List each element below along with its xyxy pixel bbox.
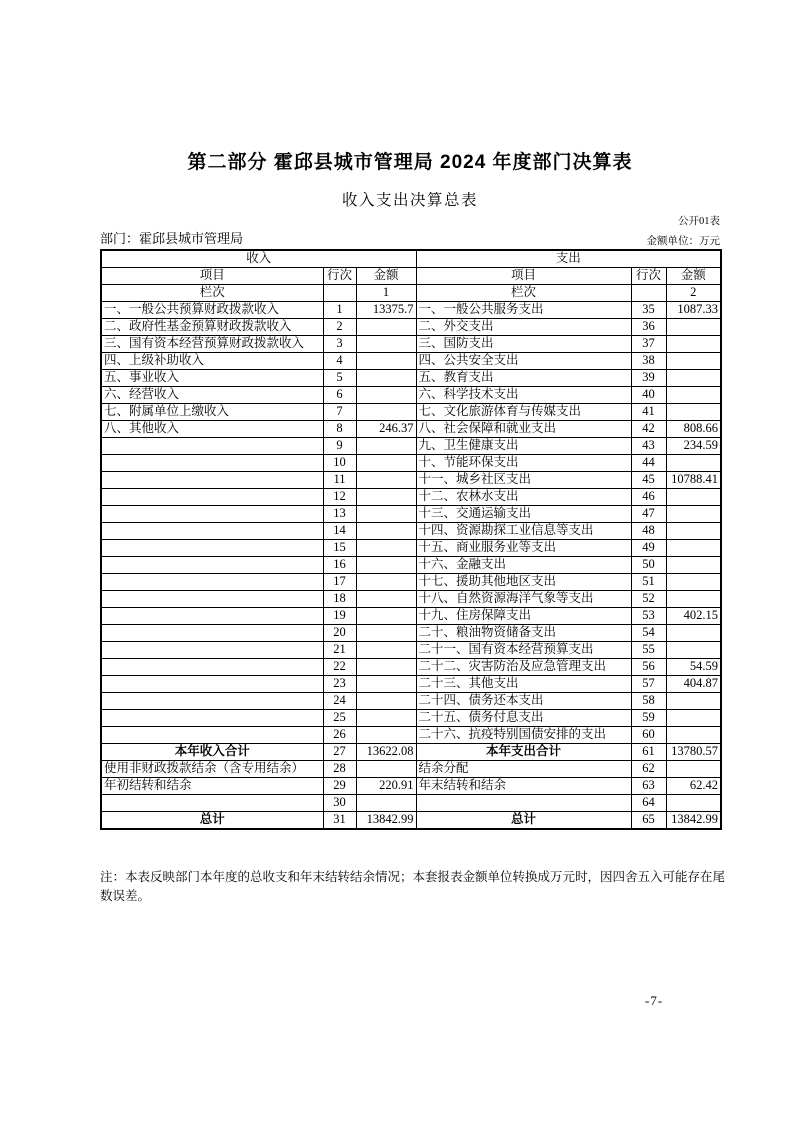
cell-e-amt: 808.66 — [666, 421, 721, 438]
table-row — [101, 370, 721, 387]
cell-i-item: 二、政府性基金预算财政拨款收入 — [101, 319, 323, 336]
cell-e-row: 60 — [631, 727, 666, 744]
cell-i-item — [101, 727, 323, 744]
cell-i-item — [101, 693, 323, 710]
cell-e-row: 57 — [631, 676, 666, 693]
cell-e-item: 七、文化旅游体育与传媒支出 — [416, 404, 631, 421]
table-row — [101, 421, 721, 438]
cell-i-item — [101, 574, 323, 591]
table-row — [101, 727, 721, 744]
cell-i-amt — [356, 370, 416, 387]
cell-e-row: 49 — [631, 540, 666, 557]
table-row — [101, 778, 721, 795]
cell-i-amt — [356, 336, 416, 353]
cell-e-row: 62 — [631, 761, 666, 778]
page-title: 第二部分 霍邱县城市管理局 2024 年度部门决算表 — [187, 152, 633, 173]
cell-e-item: 六、科学技术支出 — [416, 387, 631, 404]
page-subtitle: 收入支出决算总表 — [341, 192, 478, 209]
cell-e-row: 35 — [631, 302, 666, 319]
cell-i-row: 27 — [323, 744, 356, 761]
table-row — [101, 676, 721, 693]
cell-e-amt — [666, 727, 721, 744]
table-header — [101, 250, 721, 302]
cell-e-item: 一、一般公共服务支出 — [416, 302, 631, 319]
cell-i-amt: 13842.99 — [356, 812, 416, 830]
cell-i-item — [101, 557, 323, 574]
cell-i-amt — [356, 353, 416, 370]
cell-i-amt — [356, 761, 416, 778]
table-row — [101, 591, 721, 608]
cell-i-item — [101, 659, 323, 676]
cell-e-row: 54 — [631, 625, 666, 642]
cell-e-item: 二十二、灾害防治及应急管理支出 — [416, 659, 631, 676]
table-row — [101, 438, 721, 455]
cell-e-amt — [666, 625, 721, 642]
table-total-row — [101, 744, 721, 761]
cell-i-amt — [356, 591, 416, 608]
cell-i-row: 5 — [323, 370, 356, 387]
cell-e-amt: 10788.41 — [666, 472, 721, 489]
cell-e-row: 59 — [631, 710, 666, 727]
cell-e-row: 42 — [631, 421, 666, 438]
cell-e-amt — [666, 642, 721, 659]
cell-i-row: 22 — [323, 659, 356, 676]
cell-e-amt: 62.42 — [666, 778, 721, 795]
cell-i-amt — [356, 693, 416, 710]
cell-i-row: 26 — [323, 727, 356, 744]
cell-i-amt — [356, 574, 416, 591]
expense-column-index: 2 — [666, 285, 721, 302]
table-row — [101, 557, 721, 574]
cell-i-row: 10 — [323, 455, 356, 472]
cell-e-row: 41 — [631, 404, 666, 421]
cell-i-item — [101, 625, 323, 642]
cell-i-item: 五、事业收入 — [101, 370, 323, 387]
cell-e-row: 58 — [631, 693, 666, 710]
section-header-row — [101, 250, 721, 268]
cell-i-row: 11 — [323, 472, 356, 489]
table-row — [101, 625, 721, 642]
cell-e-row: 63 — [631, 778, 666, 795]
cell-e-amt — [666, 795, 721, 812]
expense-column-index-label: 栏次 — [416, 285, 631, 302]
cell-e-item: 二十三、其他支出 — [416, 676, 631, 693]
income-section-header: 收入 — [101, 250, 416, 268]
cell-i-item: 年初结转和结余 — [101, 778, 323, 795]
cell-e-item: 十六、金融支出 — [416, 557, 631, 574]
cell-i-item: 六、经营收入 — [101, 387, 323, 404]
table-row — [101, 319, 721, 336]
cell-e-amt: 402.15 — [666, 608, 721, 625]
expense-rownum-column-header: 行次 — [631, 268, 666, 285]
cell-e-amt — [666, 455, 721, 472]
cell-e-item: 八、社会保障和就业支出 — [416, 421, 631, 438]
table-row — [101, 472, 721, 489]
cell-i-row: 31 — [323, 812, 356, 830]
cell-i-item: 三、国有资本经营预算财政拨款收入 — [101, 336, 323, 353]
cell-e-row: 48 — [631, 523, 666, 540]
cell-e-item — [416, 795, 631, 812]
cell-e-row: 50 — [631, 557, 666, 574]
cell-e-item: 十二、农林水支出 — [416, 489, 631, 506]
cell-e-amt — [666, 387, 721, 404]
cell-e-amt: 404.87 — [666, 676, 721, 693]
cell-i-item — [101, 540, 323, 557]
cell-e-item: 十三、交通运输支出 — [416, 506, 631, 523]
cell-e-item: 二十六、抗疫特别国债安排的支出 — [416, 727, 631, 744]
cell-e-row: 52 — [631, 591, 666, 608]
cell-i-amt — [356, 608, 416, 625]
table-row — [101, 455, 721, 472]
cell-i-amt — [356, 540, 416, 557]
cell-e-item: 总计 — [416, 812, 631, 830]
cell-i-item — [101, 710, 323, 727]
cell-i-item: 四、上级补助收入 — [101, 353, 323, 370]
cell-i-item — [101, 676, 323, 693]
table-row — [101, 608, 721, 625]
table-row — [101, 642, 721, 659]
cell-e-amt — [666, 506, 721, 523]
cell-i-item — [101, 795, 323, 812]
cell-i-row: 20 — [323, 625, 356, 642]
cell-e-item: 二十一、国有资本经营预算支出 — [416, 642, 631, 659]
cell-e-row: 53 — [631, 608, 666, 625]
cell-e-item: 四、公共安全支出 — [416, 353, 631, 370]
income-rownum-column-header: 行次 — [323, 268, 356, 285]
cell-e-item: 十、节能环保支出 — [416, 455, 631, 472]
table-row — [101, 710, 721, 727]
cell-e-row: 38 — [631, 353, 666, 370]
cell-i-amt — [356, 642, 416, 659]
table-row — [101, 659, 721, 676]
cell-i-item — [101, 608, 323, 625]
cell-i-item: 使用非财政拨款结余（含专用结余） — [101, 761, 323, 778]
cell-i-row: 16 — [323, 557, 356, 574]
income-item-column-header: 项目 — [101, 268, 323, 285]
cell-i-row: 2 — [323, 319, 356, 336]
cell-e-amt — [666, 574, 721, 591]
cell-i-row: 29 — [323, 778, 356, 795]
income-expense-summary-table — [100, 249, 722, 830]
cell-e-row: 65 — [631, 812, 666, 830]
cell-i-row: 3 — [323, 336, 356, 353]
column-index-row — [101, 285, 721, 302]
cell-e-row: 64 — [631, 795, 666, 812]
cell-i-amt — [356, 727, 416, 744]
cell-i-item — [101, 642, 323, 659]
cell-i-amt: 13622.08 — [356, 744, 416, 761]
income-column-index-label: 栏次 — [101, 285, 323, 302]
cell-e-row: 44 — [631, 455, 666, 472]
cell-i-item: 一、一般公共预算财政拨款收入 — [101, 302, 323, 319]
expense-section-header: 支出 — [416, 250, 721, 268]
cell-i-item — [101, 506, 323, 523]
cell-e-item: 十五、商业服务业等支出 — [416, 540, 631, 557]
cell-e-amt: 1087.33 — [666, 302, 721, 319]
table-row — [101, 761, 721, 778]
cell-i-item — [101, 489, 323, 506]
table-note: 注：本表反映部门本年度的总收支和年末结转结余情况；本套报表金额单位转换成万元时，因四舍五入可能存在尾数误差。 — [100, 870, 726, 903]
column-header-row — [101, 268, 721, 285]
cell-e-amt — [666, 523, 721, 540]
cell-i-row: 1 — [323, 302, 356, 319]
cell-i-row: 9 — [323, 438, 356, 455]
expense-amount-column-header: 金额 — [666, 268, 721, 285]
cell-i-row: 6 — [323, 387, 356, 404]
table-row — [101, 506, 721, 523]
table-row — [101, 404, 721, 421]
cell-e-row: 61 — [631, 744, 666, 761]
cell-e-item: 二、外交支出 — [416, 319, 631, 336]
cell-i-row: 8 — [323, 421, 356, 438]
table-row — [101, 489, 721, 506]
cell-e-item: 九、卫生健康支出 — [416, 438, 631, 455]
cell-i-amt — [356, 523, 416, 540]
cell-e-item: 十七、援助其他地区支出 — [416, 574, 631, 591]
cell-e-item: 二十、粮油物资储备支出 — [416, 625, 631, 642]
cell-i-amt — [356, 710, 416, 727]
cell-i-row: 7 — [323, 404, 356, 421]
cell-e-row: 51 — [631, 574, 666, 591]
table-row — [101, 336, 721, 353]
cell-e-row: 47 — [631, 506, 666, 523]
cell-e-amt — [666, 693, 721, 710]
table-row — [101, 523, 721, 540]
cell-e-item: 年末结转和结余 — [416, 778, 631, 795]
cell-i-amt — [356, 387, 416, 404]
cell-e-amt: 54.59 — [666, 659, 721, 676]
income-column-index: 1 — [356, 285, 416, 302]
cell-i-amt — [356, 472, 416, 489]
cell-e-amt: 13842.99 — [666, 812, 721, 830]
cell-i-amt — [356, 795, 416, 812]
cell-i-amt — [356, 404, 416, 421]
cell-e-item: 三、国防支出 — [416, 336, 631, 353]
table-row — [101, 574, 721, 591]
cell-i-amt — [356, 489, 416, 506]
cell-i-row: 13 — [323, 506, 356, 523]
cell-e-item: 十九、住房保障支出 — [416, 608, 631, 625]
cell-i-amt: 220.91 — [356, 778, 416, 795]
cell-e-row: 36 — [631, 319, 666, 336]
cell-e-item: 二十五、债务付息支出 — [416, 710, 631, 727]
table-row — [101, 387, 721, 404]
cell-i-row: 19 — [323, 608, 356, 625]
table-code: 公开01表 — [678, 216, 720, 227]
cell-e-row: 39 — [631, 370, 666, 387]
cell-i-row: 14 — [323, 523, 356, 540]
cell-i-amt — [356, 625, 416, 642]
cell-i-row: 23 — [323, 676, 356, 693]
cell-e-item: 十一、城乡社区支出 — [416, 472, 631, 489]
cell-e-amt — [666, 761, 721, 778]
cell-i-item: 总计 — [101, 812, 323, 830]
cell-i-row: 28 — [323, 761, 356, 778]
cell-i-item — [101, 438, 323, 455]
cell-i-row: 15 — [323, 540, 356, 557]
cell-e-item: 二十四、债务还本支出 — [416, 693, 631, 710]
cell-i-item: 八、其他收入 — [101, 421, 323, 438]
cell-i-amt — [356, 506, 416, 523]
table-total-row — [101, 812, 721, 830]
cell-i-amt — [356, 438, 416, 455]
cell-i-item — [101, 591, 323, 608]
cell-i-row: 21 — [323, 642, 356, 659]
cell-i-row: 17 — [323, 574, 356, 591]
cell-e-amt: 234.59 — [666, 438, 721, 455]
cell-i-item — [101, 472, 323, 489]
table-body — [101, 302, 721, 830]
cell-e-amt: 13780.57 — [666, 744, 721, 761]
cell-e-amt — [666, 404, 721, 421]
cell-i-row: 30 — [323, 795, 356, 812]
cell-e-item: 本年支出合计 — [416, 744, 631, 761]
cell-e-row: 45 — [631, 472, 666, 489]
unit-label: 金额单位：万元 — [646, 236, 720, 247]
table-row — [101, 693, 721, 710]
cell-e-row: 56 — [631, 659, 666, 676]
cell-e-amt — [666, 353, 721, 370]
cell-i-row: 25 — [323, 710, 356, 727]
expense-rownum-index-blank — [631, 285, 666, 302]
cell-e-row: 55 — [631, 642, 666, 659]
cell-e-amt — [666, 370, 721, 387]
cell-i-row: 24 — [323, 693, 356, 710]
table-row — [101, 540, 721, 557]
cell-e-amt — [666, 710, 721, 727]
cell-i-item: 本年收入合计 — [101, 744, 323, 761]
cell-e-item: 十八、自然资源海洋气象等支出 — [416, 591, 631, 608]
cell-i-row: 12 — [323, 489, 356, 506]
cell-i-row: 4 — [323, 353, 356, 370]
cell-i-amt: 13375.7 — [356, 302, 416, 319]
cell-i-item: 七、附属单位上缴收入 — [101, 404, 323, 421]
cell-i-amt — [356, 557, 416, 574]
cell-i-amt — [356, 676, 416, 693]
cell-e-amt — [666, 540, 721, 557]
cell-i-row: 18 — [323, 591, 356, 608]
cell-e-amt — [666, 489, 721, 506]
department-label: 部门：霍邱县城市管理局 — [100, 231, 244, 246]
cell-e-item: 结余分配 — [416, 761, 631, 778]
cell-e-item: 五、教育支出 — [416, 370, 631, 387]
table-row — [101, 795, 721, 812]
table-row — [101, 302, 721, 319]
income-amount-column-header: 金额 — [356, 268, 416, 285]
cell-e-amt — [666, 319, 721, 336]
cell-e-row: 40 — [631, 387, 666, 404]
cell-i-item — [101, 455, 323, 472]
table-row — [101, 353, 721, 370]
cell-e-row: 46 — [631, 489, 666, 506]
cell-i-amt: 246.37 — [356, 421, 416, 438]
expense-item-column-header: 项目 — [416, 268, 631, 285]
cell-i-amt — [356, 319, 416, 336]
cell-i-item — [101, 523, 323, 540]
cell-i-amt — [356, 455, 416, 472]
page-number: -7- — [645, 993, 664, 1008]
cell-e-amt — [666, 557, 721, 574]
cell-e-item: 十四、资源勘探工业信息等支出 — [416, 523, 631, 540]
cell-i-amt — [356, 659, 416, 676]
cell-e-amt — [666, 336, 721, 353]
cell-e-row: 37 — [631, 336, 666, 353]
table-meta-row — [100, 229, 720, 248]
cell-e-amt — [666, 591, 721, 608]
cell-e-row: 43 — [631, 438, 666, 455]
income-rownum-index-blank — [323, 285, 356, 302]
